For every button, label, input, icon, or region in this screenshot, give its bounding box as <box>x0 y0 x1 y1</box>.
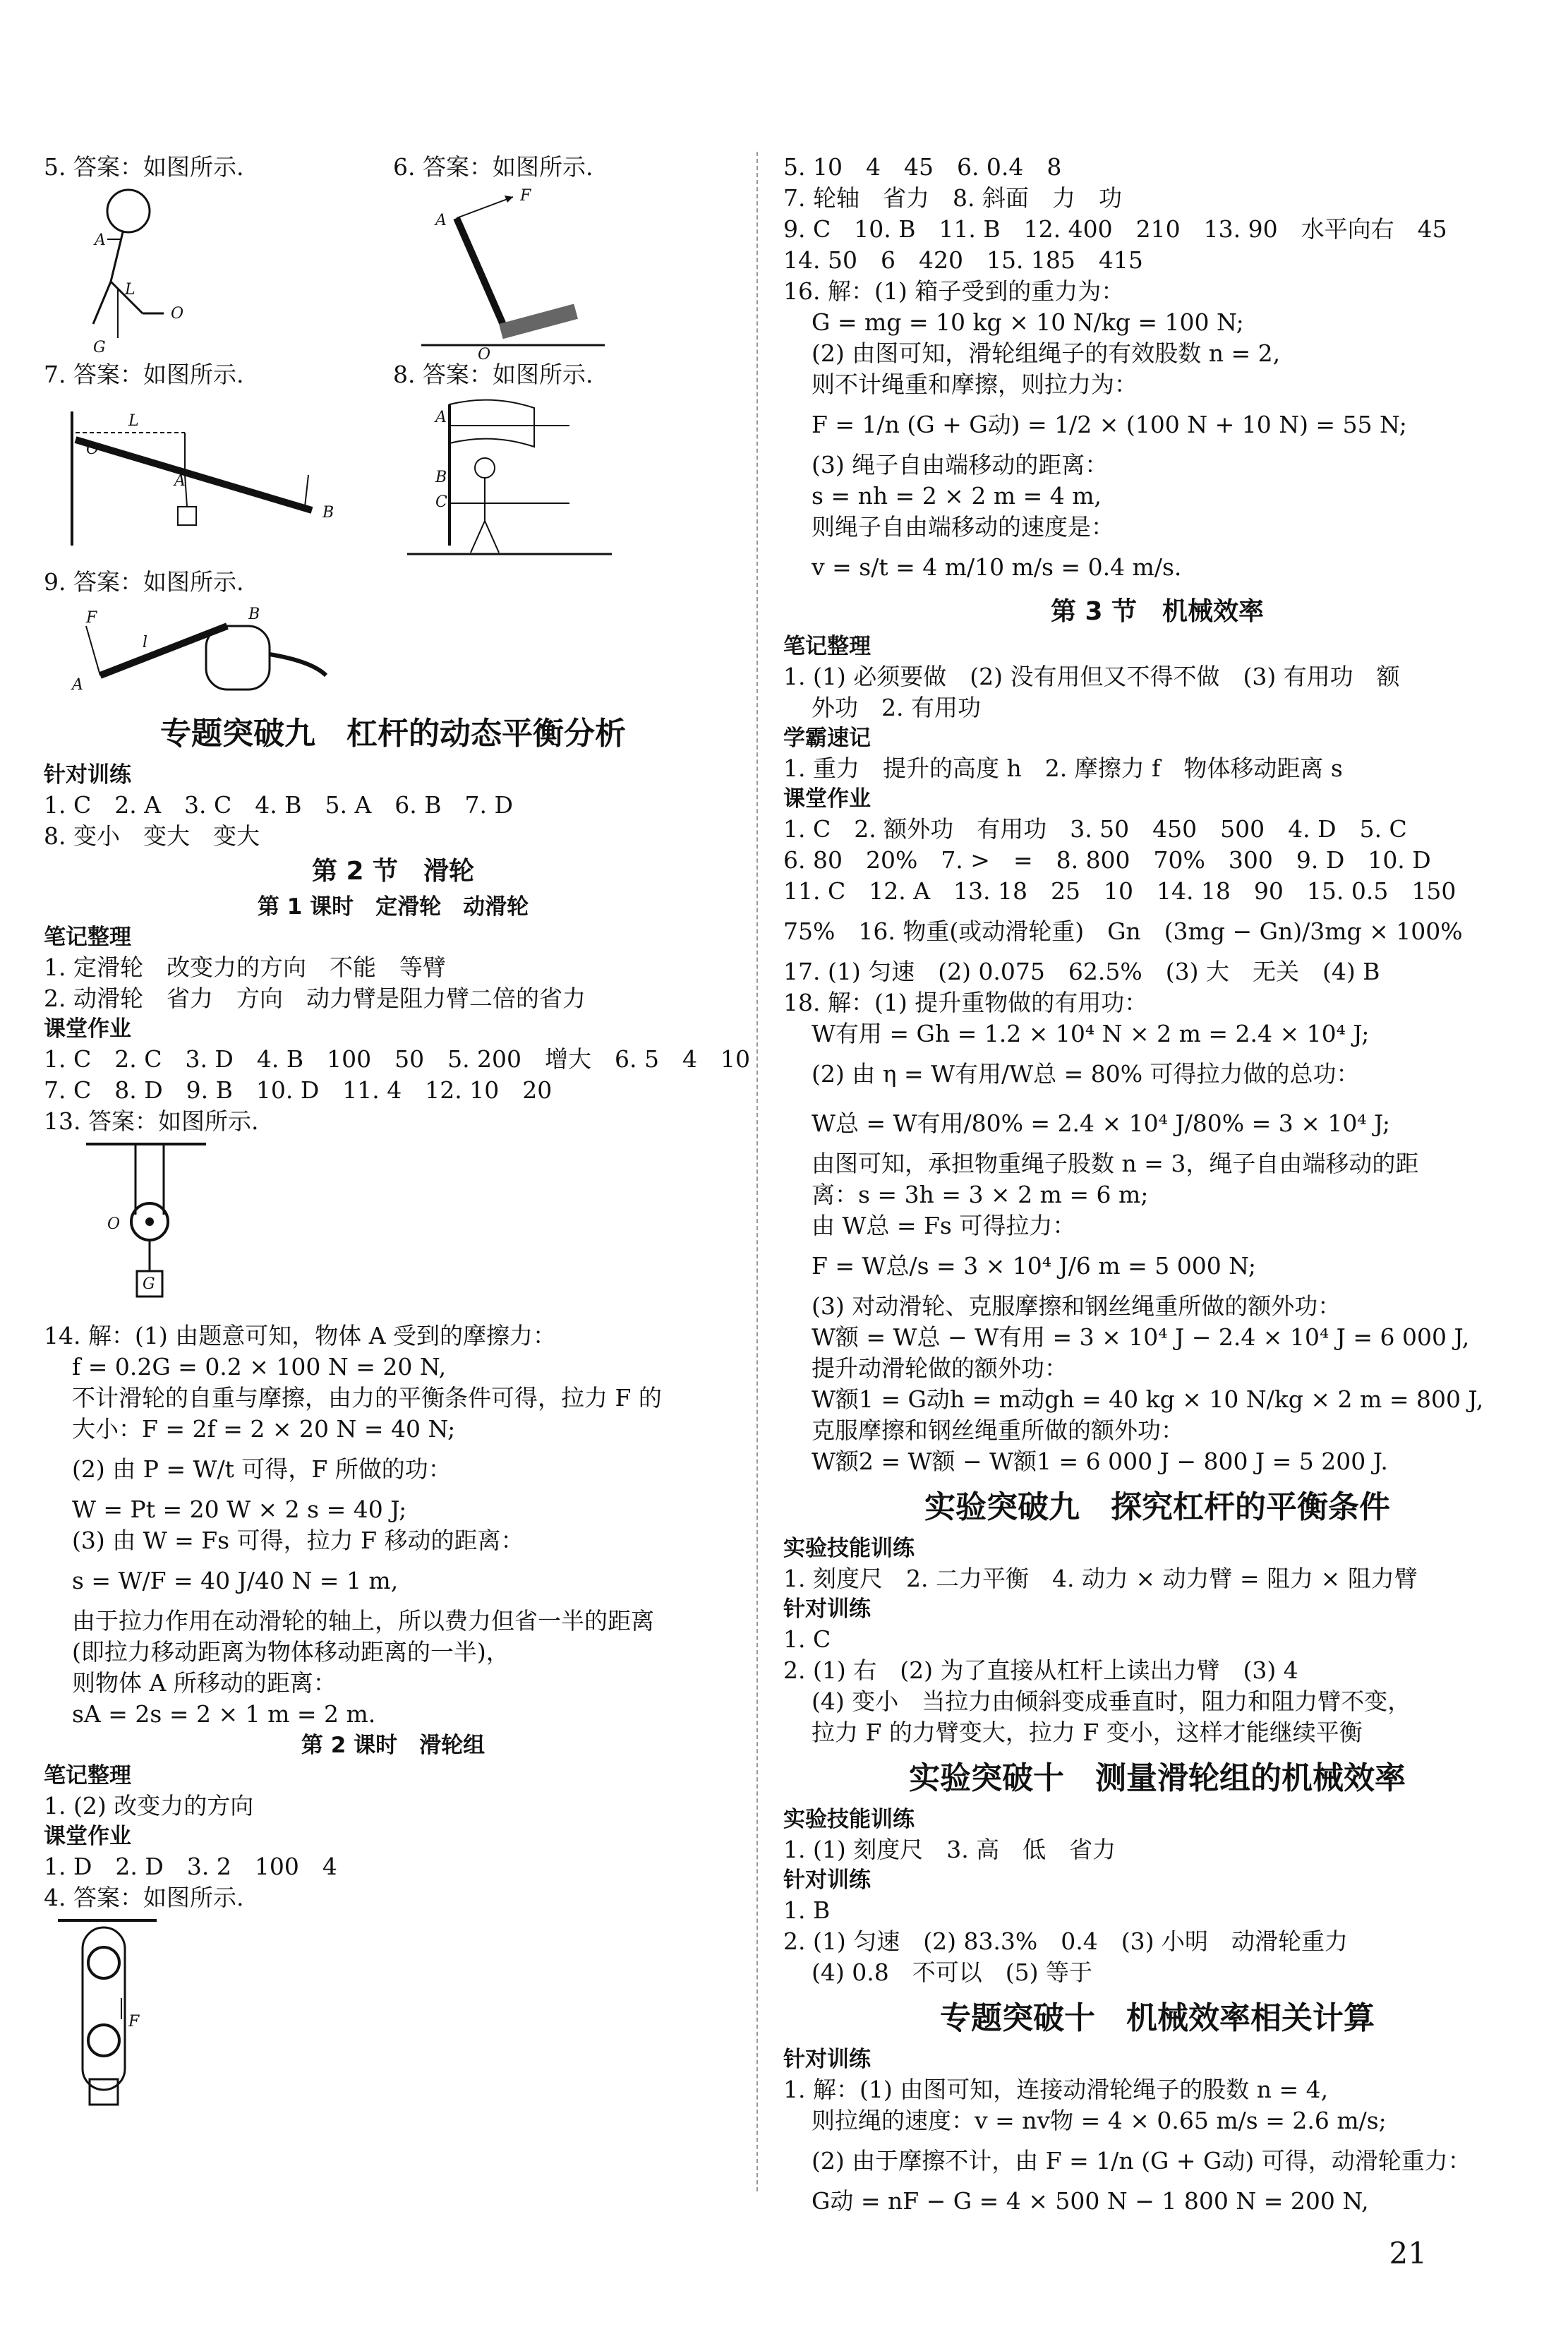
column-divider <box>756 152 758 2191</box>
top-line-1: 7. 轮轴 省力 8. 斜面 力 功 <box>783 184 1122 212</box>
q14-line-10: 则物体 A 所移动的距离： <box>72 1669 337 1697</box>
sec2-title: 第 2 节 滑轮 <box>311 857 475 886</box>
r-hw-line-10: 离：s = 3h = 3 × 2 m = 6 m; <box>812 1181 1149 1208</box>
svg-text:G: G <box>93 339 106 356</box>
svg-text:L: L <box>125 281 135 299</box>
q14-line-8: 由于拉力作用在动滑轮的轴上，所以费力但省一半的距离 <box>72 1607 654 1635</box>
q14-line-3: 大小：F = 2f = 2 × 20 N = 40 N; <box>72 1415 456 1443</box>
hw2-label: 课堂作业 <box>44 1824 131 1849</box>
r-notes-line-1: 外功 2. 有用功 <box>812 694 981 721</box>
svg-text:L: L <box>128 412 139 430</box>
svg-text:O: O <box>171 305 184 323</box>
top-line-7: 则不计绳重和摩擦，则拉力为： <box>812 371 1138 398</box>
svg-text:F: F <box>520 187 531 205</box>
r-hw-line-9: 由图可知，承担物重绳子股数 n = 3，绳子自由端移动的距 <box>812 1150 1419 1177</box>
q5-answer: 5. 答案：如图所示. <box>44 153 244 181</box>
exp9-train-line-1: 2. (1) 右 (2) 为了直接从杠杆上读出力臂 (3) 4 <box>783 1656 1298 1684</box>
hw2-line-1: 4. 答案：如图所示. <box>44 1884 244 1911</box>
exp10-title: 实验突破十 测量滑轮组的机械效率 <box>909 1760 1406 1796</box>
r-hw-label: 课堂作业 <box>783 786 871 812</box>
r-hw-line-4: 17. (1) 匀速 (2) 0.075 62.5% (3) 大 无关 (4) B <box>783 958 1380 985</box>
notes-line-0: 1. 定滑轮 改变力的方向 不能 等臂 <box>44 954 446 981</box>
svg-text:A: A <box>95 231 106 249</box>
q14-line-6: (3) 由 W = Fs 可得，拉力 F 移动的距离： <box>72 1527 524 1554</box>
r-hw-line-11: 由 W总 = Fs 可得拉力： <box>812 1212 1076 1239</box>
top-line-8: F = 1/n (G + G动) = 1/2 × (100 N + 10 N) = 55 N; <box>812 411 1407 438</box>
q8-answer: 8. 答案：如图所示. <box>393 361 593 388</box>
notes-label: 笔记整理 <box>44 925 131 950</box>
exp9-train-line-3: 拉力 F 的力臂变大，拉力 F 变小，这样才能继续平衡 <box>812 1719 1363 1746</box>
topic9-label: 针对训练 <box>44 762 131 788</box>
r-hw-line-5: 18. 解：(1) 提升重物做的有用功： <box>783 989 1148 1016</box>
figure-q8-flag <box>393 390 626 567</box>
svg-text:O: O <box>107 1215 121 1233</box>
top-line-9: (3) 绳子自由端移动的距离： <box>812 451 1109 479</box>
svg-text:O: O <box>478 346 491 363</box>
q9-answer: 9. 答案：如图所示. <box>44 568 244 596</box>
exp9-train-line-0: 1. C <box>783 1625 831 1653</box>
svg-text:A: A <box>435 409 447 426</box>
svg-text:O: O <box>86 440 99 458</box>
top-line-2: 9. C 10. B 11. B 12. 400 210 13. 90 水平向右 45 <box>783 215 1447 243</box>
q7-answer: 7. 答案：如图所示. <box>44 361 244 388</box>
figure-q4-pulley-block <box>44 1913 213 2111</box>
r-hw-line-0: 1. C 2. 额外功 有用功 3. 50 450 500 4. D 5. C <box>783 815 1407 843</box>
page-number: 21 <box>1389 2236 1427 2270</box>
svg-text:C: C <box>435 493 447 511</box>
q14-line-11: sA = 2s = 2 × 1 m = 2 m. <box>72 1700 376 1728</box>
sec3-title: 第 3 节 机械效率 <box>1050 597 1265 626</box>
r-hw-line-18: W额2 = W额 − W额1 = 6 000 J − 800 J = 5 200 J. <box>812 1448 1388 1475</box>
notes2-line-0: 1. (2) 改变力的方向 <box>44 1792 254 1819</box>
r-hw-line-15: 提升动滑轮做的额外功： <box>812 1354 1068 1382</box>
topic10-line-0: 1. 解：(1) 由图可知，连接动滑轮绳子的股数 n = 4, <box>783 2076 1329 2103</box>
quick-label: 学霸速记 <box>783 726 871 751</box>
topic10-title: 专题突破十 机械效率相关计算 <box>940 2000 1375 2036</box>
top-line-3: 14. 50 6 420 15. 185 415 <box>783 246 1143 274</box>
svg-text:A: A <box>435 212 447 229</box>
q6-answer: 6. 答案：如图所示. <box>393 153 593 181</box>
top-line-6: (2) 由图可知，滑轮组绳子的有效股数 n = 2, <box>812 339 1281 367</box>
svg-text:F: F <box>128 2013 140 2031</box>
exp9-skill-label: 实验技能训练 <box>783 1536 915 1561</box>
right-column <box>783 152 1531 2217</box>
q14-line-9: (即拉力移动距离为物体移动距离的一半)， <box>72 1638 509 1666</box>
svg-text:B: B <box>322 504 334 522</box>
topic9-line-1: 8. 变小 变大 变大 <box>44 822 260 850</box>
svg-text:A: A <box>72 676 83 694</box>
exp9-train-line-2: (4) 变小 当拉力由倾斜变成垂直时，阻力和阻力臂不变， <box>812 1688 1411 1715</box>
r-hw-line-1: 6. 80 20% 7. > = 8. 800 70% 300 9. D 10. D <box>783 846 1431 874</box>
exp10-train-label: 针对训练 <box>783 1867 871 1893</box>
svg-text:l: l <box>143 634 148 651</box>
topic10-line-2: (2) 由于摩擦不计，由 F = 1/n (G + G动) 可得，动滑轮重力： <box>812 2147 1471 2174</box>
top-line-12: v = s/t = 4 m/10 m/s = 0.4 m/s. <box>812 553 1182 581</box>
r-hw-line-12: F = W总/s = 3 × 10⁴ J/6 m = 5 000 N; <box>812 1252 1256 1280</box>
figure-q7-lever <box>44 390 334 560</box>
q14-line-7: s = W/F = 40 J/40 N = 1 m, <box>72 1567 399 1594</box>
hw-label: 课堂作业 <box>44 1016 131 1042</box>
exp10-train-line-1: 2. (1) 匀速 (2) 83.3% 0.4 (3) 小明 动滑轮重力 <box>783 1927 1348 1955</box>
figure-q9-pump <box>44 598 397 704</box>
r-notes-line-0: 1. (1) 必须要做 (2) 没有用但又不得不做 (3) 有用功 额 <box>783 663 1400 690</box>
q14-line-5: W = Pt = 20 W × 2 s = 40 J; <box>72 1496 407 1523</box>
topic9-line-0: 1. C 2. A 3. C 4. B 5. A 6. B 7. D <box>44 791 513 819</box>
figure-q13-pulley <box>44 1137 255 1321</box>
r-hw-line-8: W总 = W有用/80% = 2.4 × 10⁴ J/80% = 3 × 10⁴ J; <box>812 1109 1391 1137</box>
exp10-skill-line-0: 1. (1) 刻度尺 3. 高 低 省力 <box>783 1836 1116 1863</box>
svg-text:G: G <box>143 1275 155 1293</box>
top-line-11: 则绳子自由端移动的速度是： <box>812 513 1114 541</box>
topic9-title: 专题突破九 杠杆的动态平衡分析 <box>160 716 626 752</box>
lesson1-title: 第 1 课时 定滑轮 动滑轮 <box>257 894 529 920</box>
notes-line-1: 2. 动滑轮 省力 方向 动力臂是阻力臂二倍的省力 <box>44 985 586 1012</box>
q14-line-4: (2) 由 P = W/t 可得，F 所做的功： <box>72 1455 452 1483</box>
topic10-line-1: 则拉绳的速度：v = nv物 = 4 × 0.65 m/s = 2.6 m/s; <box>812 2107 1387 2134</box>
top-line-4: 16. 解：(1) 箱子受到的重力为： <box>783 277 1125 305</box>
hw2-line-0: 1. D 2. D 3. 2 100 4 <box>44 1853 337 1880</box>
figure-q5-person <box>44 183 255 359</box>
exp10-train-line-0: 1. B <box>783 1896 831 1924</box>
exp9-skill-line-0: 1. 刻度尺 2. 二力平衡 4. 动力 × 动力臂 = 阻力 × 阻力臂 <box>783 1565 1418 1592</box>
top-line-10: s = nh = 2 × 2 m = 4 m, <box>812 482 1102 510</box>
exp9-title: 实验突破九 探究杠杆的平衡条件 <box>924 1489 1390 1525</box>
figures-row-7-8 <box>44 359 742 567</box>
r-hw-line-16: W额1 = G动h = m动gh = 40 kg × 10 N/kg × 2 m = 800 J, <box>812 1385 1484 1413</box>
r-notes-label: 笔记整理 <box>783 634 871 659</box>
exp9-train-label: 针对训练 <box>783 1596 871 1622</box>
hw-line-0: 1. C 2. C 3. D 4. B 100 50 5. 200 增大 6. 5 4 10 <box>44 1045 751 1073</box>
figures-row-5-6 <box>44 152 742 363</box>
q14-line-2: 不计滑轮的自重与摩擦，由力的平衡条件可得，拉力 F 的 <box>72 1384 662 1412</box>
r-hw-line-17: 克服摩擦和钢丝绳重所做的额外功： <box>812 1416 1184 1444</box>
r-hw-line-3: 75% 16. 物重(或动滑轮重) Gn (3mg − Gn)/3mg × 100% <box>783 918 1463 945</box>
r-hw-line-6: W有用 = Gh = 1.2 × 10⁴ N × 2 m = 2.4 × 10⁴ J; <box>812 1020 1370 1047</box>
exp10-skill-label: 实验技能训练 <box>783 1807 915 1832</box>
top-line-0: 5. 10 4 45 6. 0.4 8 <box>783 153 1062 181</box>
figure-q6-lever <box>393 183 626 363</box>
r-hw-line-14: W额 = W总 − W有用 = 3 × 10⁴ J − 2.4 × 10⁴ J = 6 000 J, <box>812 1323 1470 1351</box>
svg-text:B: B <box>248 606 260 623</box>
exp10-train-line-2: (4) 0.8 不可以 (5) 等于 <box>812 1959 1092 1986</box>
lesson2-title: 第 2 课时 滑轮组 <box>301 1733 486 1758</box>
topic10-line-3: G动 = nF − G = 4 × 500 N − 1 800 N = 200 N, <box>812 2187 1369 2215</box>
q14-line-1: f = 0.2G = 0.2 × 100 N = 20 N, <box>72 1353 447 1380</box>
svg-text:A: A <box>174 472 186 490</box>
q14-line-0: 14. 解：(1) 由题意可知，物体 A 受到的摩擦力： <box>44 1322 557 1349</box>
hw-line-2: 13. 答案：如图所示. <box>44 1107 259 1135</box>
notes2-label: 笔记整理 <box>44 1763 131 1788</box>
left-column <box>44 152 751 2111</box>
topic10-label: 针对训练 <box>783 2047 871 2072</box>
quick-line-0: 1. 重力 提升的高度 h 2. 摩擦力 f 物体移动距离 s <box>783 754 1343 782</box>
r-hw-line-13: (3) 对动滑轮、克服摩擦和钢丝绳重所做的额外功： <box>812 1292 1341 1320</box>
r-hw-line-7: (2) 由 η = W有用/W总 = 80% 可得拉力做的总功： <box>812 1060 1360 1088</box>
top-line-5: G = mg = 10 kg × 10 N/kg = 100 N; <box>812 308 1244 336</box>
hw-line-1: 7. C 8. D 9. B 10. D 11. 4 12. 10 20 <box>44 1076 553 1104</box>
r-hw-line-2: 11. C 12. A 13. 18 25 10 14. 18 90 15. 0.5 150 <box>783 877 1457 905</box>
svg-text:F: F <box>86 609 97 627</box>
svg-text:B: B <box>435 469 447 486</box>
